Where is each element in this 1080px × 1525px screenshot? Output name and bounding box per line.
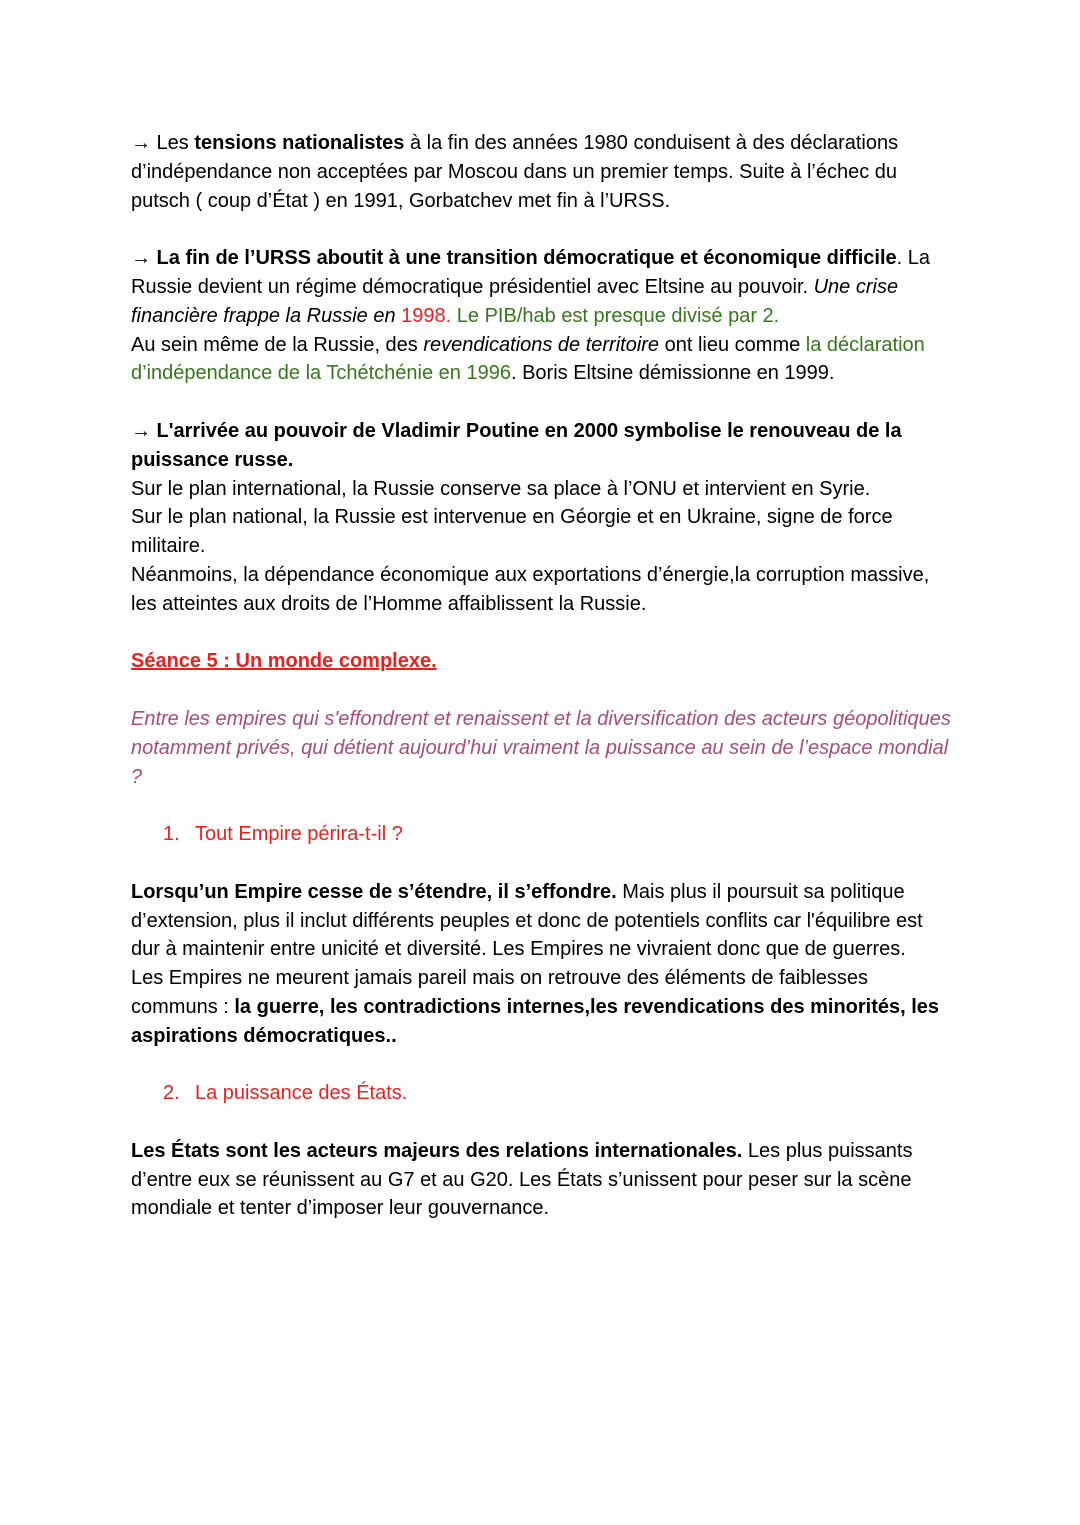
- paragraph-nationalist-tensions: [131, 129, 957, 215]
- text: Mais plus il poursuit sa politique d’extension, plus il inclut différents peuples et donc de potentiels conflits car l'équilibre est dur à maintenir entre unicité et diversité. Les Empires ne vivraient donc que de guerres.: [131, 880, 923, 961]
- paragraph-states-power: [131, 1137, 957, 1223]
- italic-text: revendications de territoire: [423, 333, 660, 356]
- list-item-part1-heading: [131, 820, 957, 849]
- bold-text: la guerre, les contradictions internes,les revendications des minorités, les aspirations démocratiques..: [131, 995, 940, 1047]
- paragraph-territory-claims: [131, 331, 957, 389]
- heading-text: Tout Empire périra-t-il ?: [195, 823, 403, 846]
- problematique: Entre les empires qui s'effondrent et renaissent et la diversification des acteurs géopolitiques notamment privés, qui détient aujourd’hui vraiment la puissance au sein de l’espace mondial ?: [131, 707, 951, 788]
- text: . La Russie devient un régime démocratique présidentiel avec Eltsine au pouvoir.: [131, 247, 931, 298]
- red-text: 1998.: [401, 304, 452, 327]
- text: à la fin des années 1980 conduisent à des déclarations d’indépendance non acceptées par Moscou dans un premier temps. Suite à l’échec du putsch ( coup d’État ) en 1991, Gorbatchev met fin à l’URSS.: [131, 132, 899, 212]
- bold-text: Lorsqu’un Empire cesse de s’étendre, il s’effondre.: [131, 880, 617, 903]
- bold-text: tensions nationalistes: [194, 132, 405, 154]
- list-item-part2-heading: [131, 1079, 957, 1108]
- text: Au sein même de la Russie, des: [131, 333, 424, 356]
- bold-text: → L'arrivée au pouvoir de Vladimir Poutine en 2000 symbolise le renouveau de la puissance russe.: [131, 419, 902, 471]
- document-body: [131, 129, 957, 1252]
- paragraph-putin: [131, 417, 957, 619]
- paragraph-end-ussr: [131, 244, 957, 330]
- bold-text: → La fin de l’URSS aboutit à une transition démocratique et économique difficile: [131, 247, 897, 270]
- green-text: Le PIB/hab est presque divisé par 2.: [451, 304, 780, 327]
- green-text: la déclaration d’indépendance de la Tchétchénie en 1996: [131, 333, 925, 385]
- italic-text: Une crise financière frappe la Russie en: [131, 275, 899, 327]
- text: Sur le plan international, la Russie conserve sa place à l’ONU et intervient en Syrie.: [131, 477, 871, 500]
- heading-text: La puissance des États.: [195, 1082, 408, 1105]
- text: → Les: [131, 132, 195, 154]
- list-number: 2.: [163, 1082, 180, 1105]
- list-number: 1.: [163, 823, 180, 846]
- section-title: Séance 5 : Un monde complexe.: [131, 650, 437, 673]
- paragraph-empire-collapse: [131, 878, 957, 964]
- text: ont lieu comme: [659, 333, 806, 356]
- text: Néanmoins, la dépendance économique aux exportations d’énergie,la corruption massive, les atteintes aux droits de l’Homme affaiblissent la Russie.: [131, 563, 930, 615]
- text: Sur le plan national, la Russie est intervenue en Géorgie et en Ukraine, signe de force militaire.: [131, 506, 893, 558]
- text: . Boris Eltsine démissionne en 1999.: [510, 362, 835, 385]
- paragraph-empire-weaknesses: [131, 964, 957, 1050]
- bold-text: Les États sont les acteurs majeurs des relations internationales.: [131, 1139, 743, 1162]
- text: Les plus puissants d’entre eux se réunissent au G7 et au G20. Les États s’unissent pour peser sur la scène mondiale et tenter d’imposer leur gouvernance.: [131, 1139, 913, 1220]
- text: Les Empires ne meurent jamais pareil mais on retrouve des éléments de faiblesses communs :: [131, 967, 869, 1018]
